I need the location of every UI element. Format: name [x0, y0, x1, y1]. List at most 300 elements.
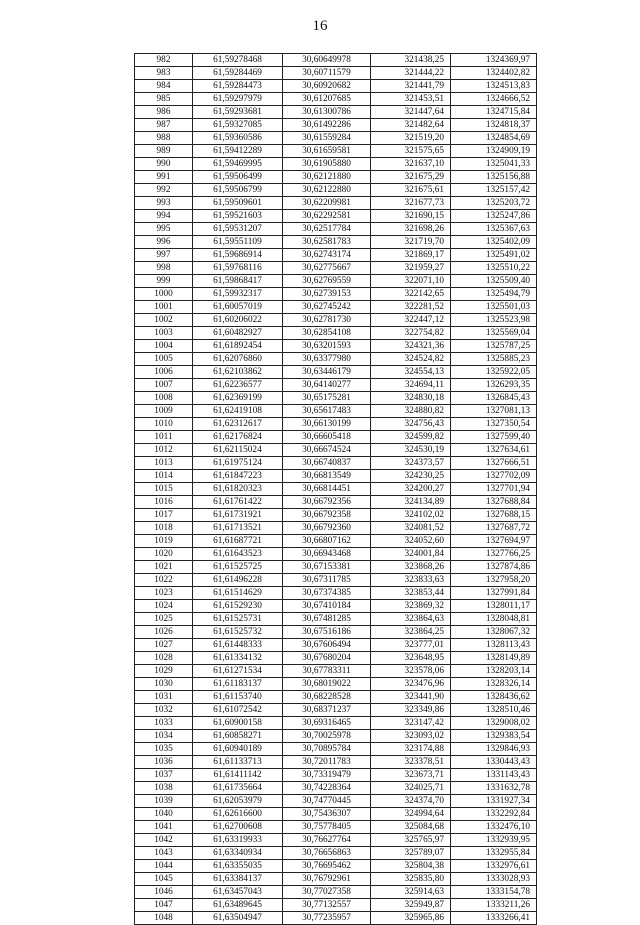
x-coordinate-cell: 321869,17 [371, 249, 451, 262]
point-number-cell: 1044 [135, 860, 193, 873]
point-number-cell: 1025 [135, 613, 193, 626]
latitude-cell: 61,63384137 [193, 873, 283, 886]
point-number-cell: 986 [135, 106, 193, 119]
point-number-cell: 1043 [135, 847, 193, 860]
longitude-cell: 30,74228364 [283, 782, 371, 795]
table-row [135, 691, 537, 704]
y-coordinate-cell: 1326845,43 [451, 392, 537, 405]
table-row [135, 301, 537, 314]
longitude-cell: 30,66813549 [283, 470, 371, 483]
longitude-cell: 30,66807162 [283, 535, 371, 548]
x-coordinate-cell: 323476,96 [371, 678, 451, 691]
x-coordinate-cell: 324200,27 [371, 483, 451, 496]
table-row [135, 457, 537, 470]
x-coordinate-cell: 321482,64 [371, 119, 451, 132]
table-row [135, 405, 537, 418]
latitude-cell: 61,62103862 [193, 366, 283, 379]
latitude-cell: 61,61820323 [193, 483, 283, 496]
y-coordinate-cell: 1327702,09 [451, 470, 537, 483]
latitude-cell: 61,61975124 [193, 457, 283, 470]
longitude-cell: 30,66943468 [283, 548, 371, 561]
x-coordinate-cell: 324025,71 [371, 782, 451, 795]
x-coordinate-cell: 325914,63 [371, 886, 451, 899]
latitude-cell: 61,61892454 [193, 340, 283, 353]
point-number-cell: 989 [135, 145, 193, 158]
x-coordinate-cell: 321575,65 [371, 145, 451, 158]
y-coordinate-cell: 1325922,05 [451, 366, 537, 379]
y-coordinate-cell: 1332976,61 [451, 860, 537, 873]
table-row [135, 262, 537, 275]
latitude-cell: 61,59293681 [193, 106, 283, 119]
latitude-cell: 61,61713521 [193, 522, 283, 535]
point-number-cell: 1045 [135, 873, 193, 886]
x-coordinate-cell: 323648,95 [371, 652, 451, 665]
y-coordinate-cell: 1328436,62 [451, 691, 537, 704]
x-coordinate-cell: 324081,52 [371, 522, 451, 535]
longitude-cell: 30,66792358 [283, 509, 371, 522]
x-coordinate-cell: 325804,38 [371, 860, 451, 873]
point-number-cell: 993 [135, 197, 193, 210]
point-number-cell: 997 [135, 249, 193, 262]
point-number-cell: 990 [135, 158, 193, 171]
point-number-cell: 999 [135, 275, 193, 288]
longitude-cell: 30,76695462 [283, 860, 371, 873]
longitude-cell: 30,76792961 [283, 873, 371, 886]
latitude-cell: 61,62700608 [193, 821, 283, 834]
longitude-cell: 30,67410184 [283, 600, 371, 613]
latitude-cell: 61,59531207 [193, 223, 283, 236]
latitude-cell: 61,61529230 [193, 600, 283, 613]
latitude-cell: 61,60900158 [193, 717, 283, 730]
longitude-cell: 30,60649978 [283, 54, 371, 67]
y-coordinate-cell: 1327958,20 [451, 574, 537, 587]
latitude-cell: 61,60858271 [193, 730, 283, 743]
x-coordinate-cell: 322071,10 [371, 275, 451, 288]
y-coordinate-cell: 1324513,83 [451, 80, 537, 93]
point-number-cell: 998 [135, 262, 193, 275]
x-coordinate-cell: 323864,63 [371, 613, 451, 626]
table-row [135, 197, 537, 210]
latitude-cell: 61,62419108 [193, 405, 283, 418]
longitude-cell: 30,66814451 [283, 483, 371, 496]
point-number-cell: 1006 [135, 366, 193, 379]
y-coordinate-cell: 1328113,43 [451, 639, 537, 652]
latitude-cell: 61,63489645 [193, 899, 283, 912]
x-coordinate-cell: 324756,43 [371, 418, 451, 431]
table-row [135, 912, 537, 925]
table-row [135, 314, 537, 327]
latitude-cell: 61,62053979 [193, 795, 283, 808]
longitude-cell: 30,77027358 [283, 886, 371, 899]
table-row [135, 899, 537, 912]
longitude-cell: 30,62517784 [283, 223, 371, 236]
point-number-cell: 1002 [135, 314, 193, 327]
latitude-cell: 61,60940189 [193, 743, 283, 756]
point-number-cell: 983 [135, 67, 193, 80]
y-coordinate-cell: 1328326,14 [451, 678, 537, 691]
x-coordinate-cell: 324524,82 [371, 353, 451, 366]
x-coordinate-cell: 321675,29 [371, 171, 451, 184]
table-row [135, 548, 537, 561]
longitude-cell: 30,66605418 [283, 431, 371, 444]
x-coordinate-cell: 325084,68 [371, 821, 451, 834]
table-row [135, 613, 537, 626]
point-number-cell: 1031 [135, 691, 193, 704]
y-coordinate-cell: 1328011,17 [451, 600, 537, 613]
table-row [135, 145, 537, 158]
x-coordinate-cell: 325765,97 [371, 834, 451, 847]
point-number-cell: 1012 [135, 444, 193, 457]
y-coordinate-cell: 1325510,22 [451, 262, 537, 275]
y-coordinate-cell: 1333266,41 [451, 912, 537, 925]
x-coordinate-cell: 323349,86 [371, 704, 451, 717]
longitude-cell: 30,62745242 [283, 301, 371, 314]
table-row [135, 574, 537, 587]
point-number-cell: 1048 [135, 912, 193, 925]
table-row [135, 223, 537, 236]
point-number-cell: 1003 [135, 327, 193, 340]
latitude-cell: 61,59932317 [193, 288, 283, 301]
point-number-cell: 1016 [135, 496, 193, 509]
y-coordinate-cell: 1325885,23 [451, 353, 537, 366]
longitude-cell: 30,62581783 [283, 236, 371, 249]
table-row [135, 54, 537, 67]
table-row [135, 509, 537, 522]
x-coordinate-cell: 324599,82 [371, 431, 451, 444]
longitude-cell: 30,61905880 [283, 158, 371, 171]
longitude-cell: 30,66740837 [283, 457, 371, 470]
table-row [135, 652, 537, 665]
point-number-cell: 1033 [135, 717, 193, 730]
table-row [135, 873, 537, 886]
y-coordinate-cell: 1325041,33 [451, 158, 537, 171]
point-number-cell: 1047 [135, 899, 193, 912]
point-number-cell: 987 [135, 119, 193, 132]
point-number-cell: 1001 [135, 301, 193, 314]
table-row [135, 886, 537, 899]
table-row [135, 80, 537, 93]
y-coordinate-cell: 1328149,89 [451, 652, 537, 665]
latitude-cell: 61,59297979 [193, 93, 283, 106]
table-row [135, 769, 537, 782]
longitude-cell: 30,77235957 [283, 912, 371, 925]
point-number-cell: 1018 [135, 522, 193, 535]
latitude-cell: 61,59360586 [193, 132, 283, 145]
x-coordinate-cell: 323864,25 [371, 626, 451, 639]
table-row [135, 418, 537, 431]
table-row [135, 639, 537, 652]
point-number-cell: 1035 [135, 743, 193, 756]
table-row [135, 782, 537, 795]
table-row [135, 106, 537, 119]
latitude-cell: 61,60206022 [193, 314, 283, 327]
latitude-cell: 61,62369199 [193, 392, 283, 405]
point-number-cell: 988 [135, 132, 193, 145]
longitude-cell: 30,69316465 [283, 717, 371, 730]
y-coordinate-cell: 1333211,26 [451, 899, 537, 912]
longitude-cell: 30,74770445 [283, 795, 371, 808]
latitude-cell: 61,62312617 [193, 418, 283, 431]
x-coordinate-cell: 321444,22 [371, 67, 451, 80]
y-coordinate-cell: 1325367,63 [451, 223, 537, 236]
point-number-cell: 1034 [135, 730, 193, 743]
latitude-cell: 61,59868417 [193, 275, 283, 288]
x-coordinate-cell: 323441,90 [371, 691, 451, 704]
x-coordinate-cell: 321447,64 [371, 106, 451, 119]
latitude-cell: 61,59327085 [193, 119, 283, 132]
latitude-cell: 61,59506499 [193, 171, 283, 184]
latitude-cell: 61,61496228 [193, 574, 283, 587]
table-row [135, 730, 537, 743]
x-coordinate-cell: 323853,44 [371, 587, 451, 600]
y-coordinate-cell: 1328203,14 [451, 665, 537, 678]
point-number-cell: 991 [135, 171, 193, 184]
point-number-cell: 1009 [135, 405, 193, 418]
latitude-cell: 61,61183137 [193, 678, 283, 691]
y-coordinate-cell: 1325494,79 [451, 288, 537, 301]
y-coordinate-cell: 1329846,93 [451, 743, 537, 756]
y-coordinate-cell: 1324854,69 [451, 132, 537, 145]
table-row [135, 821, 537, 834]
longitude-cell: 30,67153381 [283, 561, 371, 574]
y-coordinate-cell: 1324666,52 [451, 93, 537, 106]
y-coordinate-cell: 1325247,86 [451, 210, 537, 223]
table-row [135, 340, 537, 353]
y-coordinate-cell: 1327688,84 [451, 496, 537, 509]
y-coordinate-cell: 1325157,42 [451, 184, 537, 197]
x-coordinate-cell: 322447,12 [371, 314, 451, 327]
y-coordinate-cell: 1333028,93 [451, 873, 537, 886]
x-coordinate-cell: 324530,19 [371, 444, 451, 457]
y-coordinate-cell: 1325203,72 [451, 197, 537, 210]
x-coordinate-cell: 324880,82 [371, 405, 451, 418]
table-row [135, 483, 537, 496]
x-coordinate-cell: 324373,57 [371, 457, 451, 470]
table-row [135, 67, 537, 80]
longitude-cell: 30,60920682 [283, 80, 371, 93]
y-coordinate-cell: 1327634,61 [451, 444, 537, 457]
y-coordinate-cell: 1331143,43 [451, 769, 537, 782]
latitude-cell: 61,61525725 [193, 561, 283, 574]
point-number-cell: 1005 [135, 353, 193, 366]
table-row [135, 288, 537, 301]
longitude-cell: 30,70895784 [283, 743, 371, 756]
x-coordinate-cell: 325789,07 [371, 847, 451, 860]
x-coordinate-cell: 322281,52 [371, 301, 451, 314]
x-coordinate-cell: 321959,27 [371, 262, 451, 275]
longitude-cell: 30,77132557 [283, 899, 371, 912]
latitude-cell: 61,61735664 [193, 782, 283, 795]
y-coordinate-cell: 1324818,37 [451, 119, 537, 132]
point-number-cell: 1023 [135, 587, 193, 600]
latitude-cell: 61,61448333 [193, 639, 283, 652]
point-number-cell: 1008 [135, 392, 193, 405]
y-coordinate-cell: 1327991,84 [451, 587, 537, 600]
latitude-cell: 61,61525732 [193, 626, 283, 639]
x-coordinate-cell: 324374,70 [371, 795, 451, 808]
latitude-cell: 61,59412289 [193, 145, 283, 158]
longitude-cell: 30,76656863 [283, 847, 371, 860]
x-coordinate-cell: 324554,13 [371, 366, 451, 379]
longitude-cell: 30,63446179 [283, 366, 371, 379]
longitude-cell: 30,62209981 [283, 197, 371, 210]
latitude-cell: 61,59768116 [193, 262, 283, 275]
x-coordinate-cell: 324830,18 [371, 392, 451, 405]
x-coordinate-cell: 323147,42 [371, 717, 451, 730]
latitude-cell: 61,62176824 [193, 431, 283, 444]
x-coordinate-cell: 321675,61 [371, 184, 451, 197]
latitude-cell: 61,61731921 [193, 509, 283, 522]
table-row [135, 470, 537, 483]
point-number-cell: 1030 [135, 678, 193, 691]
table-row [135, 379, 537, 392]
longitude-cell: 30,62122880 [283, 184, 371, 197]
table-row [135, 392, 537, 405]
longitude-cell: 30,67783311 [283, 665, 371, 678]
latitude-cell: 61,63355035 [193, 860, 283, 873]
longitude-cell: 30,61659581 [283, 145, 371, 158]
x-coordinate-cell: 321519,20 [371, 132, 451, 145]
longitude-cell: 30,75436307 [283, 808, 371, 821]
point-number-cell: 982 [135, 54, 193, 67]
page-number: 16 [312, 18, 328, 34]
x-coordinate-cell: 321677,73 [371, 197, 451, 210]
coordinates-table [134, 53, 537, 925]
point-number-cell: 1024 [135, 600, 193, 613]
longitude-cell: 30,66674524 [283, 444, 371, 457]
x-coordinate-cell: 324994,64 [371, 808, 451, 821]
y-coordinate-cell: 1324369,97 [451, 54, 537, 67]
latitude-cell: 61,61525731 [193, 613, 283, 626]
point-number-cell: 1029 [135, 665, 193, 678]
latitude-cell: 61,61271534 [193, 665, 283, 678]
latitude-cell: 61,62076860 [193, 353, 283, 366]
point-number-cell: 1039 [135, 795, 193, 808]
y-coordinate-cell: 1325156,88 [451, 171, 537, 184]
table-row [135, 704, 537, 717]
y-coordinate-cell: 1328048,81 [451, 613, 537, 626]
table-row [135, 431, 537, 444]
y-coordinate-cell: 1332955,84 [451, 847, 537, 860]
x-coordinate-cell: 325835,80 [371, 873, 451, 886]
longitude-cell: 30,60711579 [283, 67, 371, 80]
point-number-cell: 1021 [135, 561, 193, 574]
latitude-cell: 61,61411142 [193, 769, 283, 782]
x-coordinate-cell: 325949,87 [371, 899, 451, 912]
table-row [135, 561, 537, 574]
latitude-cell: 61,59278468 [193, 54, 283, 67]
latitude-cell: 61,61153740 [193, 691, 283, 704]
y-coordinate-cell: 1332939,95 [451, 834, 537, 847]
x-coordinate-cell: 323174,88 [371, 743, 451, 756]
table-row [135, 847, 537, 860]
latitude-cell: 61,61514629 [193, 587, 283, 600]
latitude-cell: 61,61133713 [193, 756, 283, 769]
point-number-cell: 1027 [135, 639, 193, 652]
longitude-cell: 30,67311785 [283, 574, 371, 587]
table-row [135, 678, 537, 691]
latitude-cell: 61,62616600 [193, 808, 283, 821]
longitude-cell: 30,62769559 [283, 275, 371, 288]
table-row [135, 600, 537, 613]
point-number-cell: 1046 [135, 886, 193, 899]
x-coordinate-cell: 321453,51 [371, 93, 451, 106]
point-number-cell: 994 [135, 210, 193, 223]
point-number-cell: 1040 [135, 808, 193, 821]
point-number-cell: 1007 [135, 379, 193, 392]
y-coordinate-cell: 1325509,40 [451, 275, 537, 288]
longitude-cell: 30,61207685 [283, 93, 371, 106]
point-number-cell: 996 [135, 236, 193, 249]
y-coordinate-cell: 1325787,25 [451, 340, 537, 353]
longitude-cell: 30,62775667 [283, 262, 371, 275]
latitude-cell: 61,62236577 [193, 379, 283, 392]
longitude-cell: 30,62292581 [283, 210, 371, 223]
latitude-cell: 61,61761422 [193, 496, 283, 509]
y-coordinate-cell: 1324909,19 [451, 145, 537, 158]
longitude-cell: 30,75778405 [283, 821, 371, 834]
table-row [135, 834, 537, 847]
latitude-cell: 61,59521603 [193, 210, 283, 223]
y-coordinate-cell: 1327350,54 [451, 418, 537, 431]
table-row [135, 626, 537, 639]
longitude-cell: 30,76627764 [283, 834, 371, 847]
point-number-cell: 1013 [135, 457, 193, 470]
longitude-cell: 30,68228528 [283, 691, 371, 704]
table-row [135, 210, 537, 223]
table-row [135, 535, 537, 548]
x-coordinate-cell: 324321,36 [371, 340, 451, 353]
table-row [135, 496, 537, 509]
table-row [135, 353, 537, 366]
y-coordinate-cell: 1327599,40 [451, 431, 537, 444]
table-row [135, 158, 537, 171]
y-coordinate-cell: 1326293,35 [451, 379, 537, 392]
point-number-cell: 1019 [135, 535, 193, 548]
point-number-cell: 1038 [135, 782, 193, 795]
y-coordinate-cell: 1324402,82 [451, 67, 537, 80]
point-number-cell: 1010 [135, 418, 193, 431]
y-coordinate-cell: 1328510,46 [451, 704, 537, 717]
x-coordinate-cell: 323578,06 [371, 665, 451, 678]
latitude-cell: 61,59469995 [193, 158, 283, 171]
latitude-cell: 61,63319933 [193, 834, 283, 847]
x-coordinate-cell: 324134,89 [371, 496, 451, 509]
longitude-cell: 30,67680204 [283, 652, 371, 665]
longitude-cell: 30,62121880 [283, 171, 371, 184]
table-row [135, 860, 537, 873]
x-coordinate-cell: 324230,25 [371, 470, 451, 483]
y-coordinate-cell: 1325501,03 [451, 301, 537, 314]
point-number-cell: 1032 [135, 704, 193, 717]
x-coordinate-cell: 323093,02 [371, 730, 451, 743]
x-coordinate-cell: 324052,60 [371, 535, 451, 548]
point-number-cell: 1011 [135, 431, 193, 444]
x-coordinate-cell: 321441,79 [371, 80, 451, 93]
x-coordinate-cell: 323777,01 [371, 639, 451, 652]
x-coordinate-cell: 323673,71 [371, 769, 451, 782]
longitude-cell: 30,68019022 [283, 678, 371, 691]
latitude-cell: 61,62115024 [193, 444, 283, 457]
y-coordinate-cell: 1327701,94 [451, 483, 537, 496]
longitude-cell: 30,62739153 [283, 288, 371, 301]
point-number-cell: 1004 [135, 340, 193, 353]
y-coordinate-cell: 1327666,51 [451, 457, 537, 470]
x-coordinate-cell: 321698,26 [371, 223, 451, 236]
latitude-cell: 61,59509601 [193, 197, 283, 210]
table-row [135, 366, 537, 379]
table-row [135, 522, 537, 535]
